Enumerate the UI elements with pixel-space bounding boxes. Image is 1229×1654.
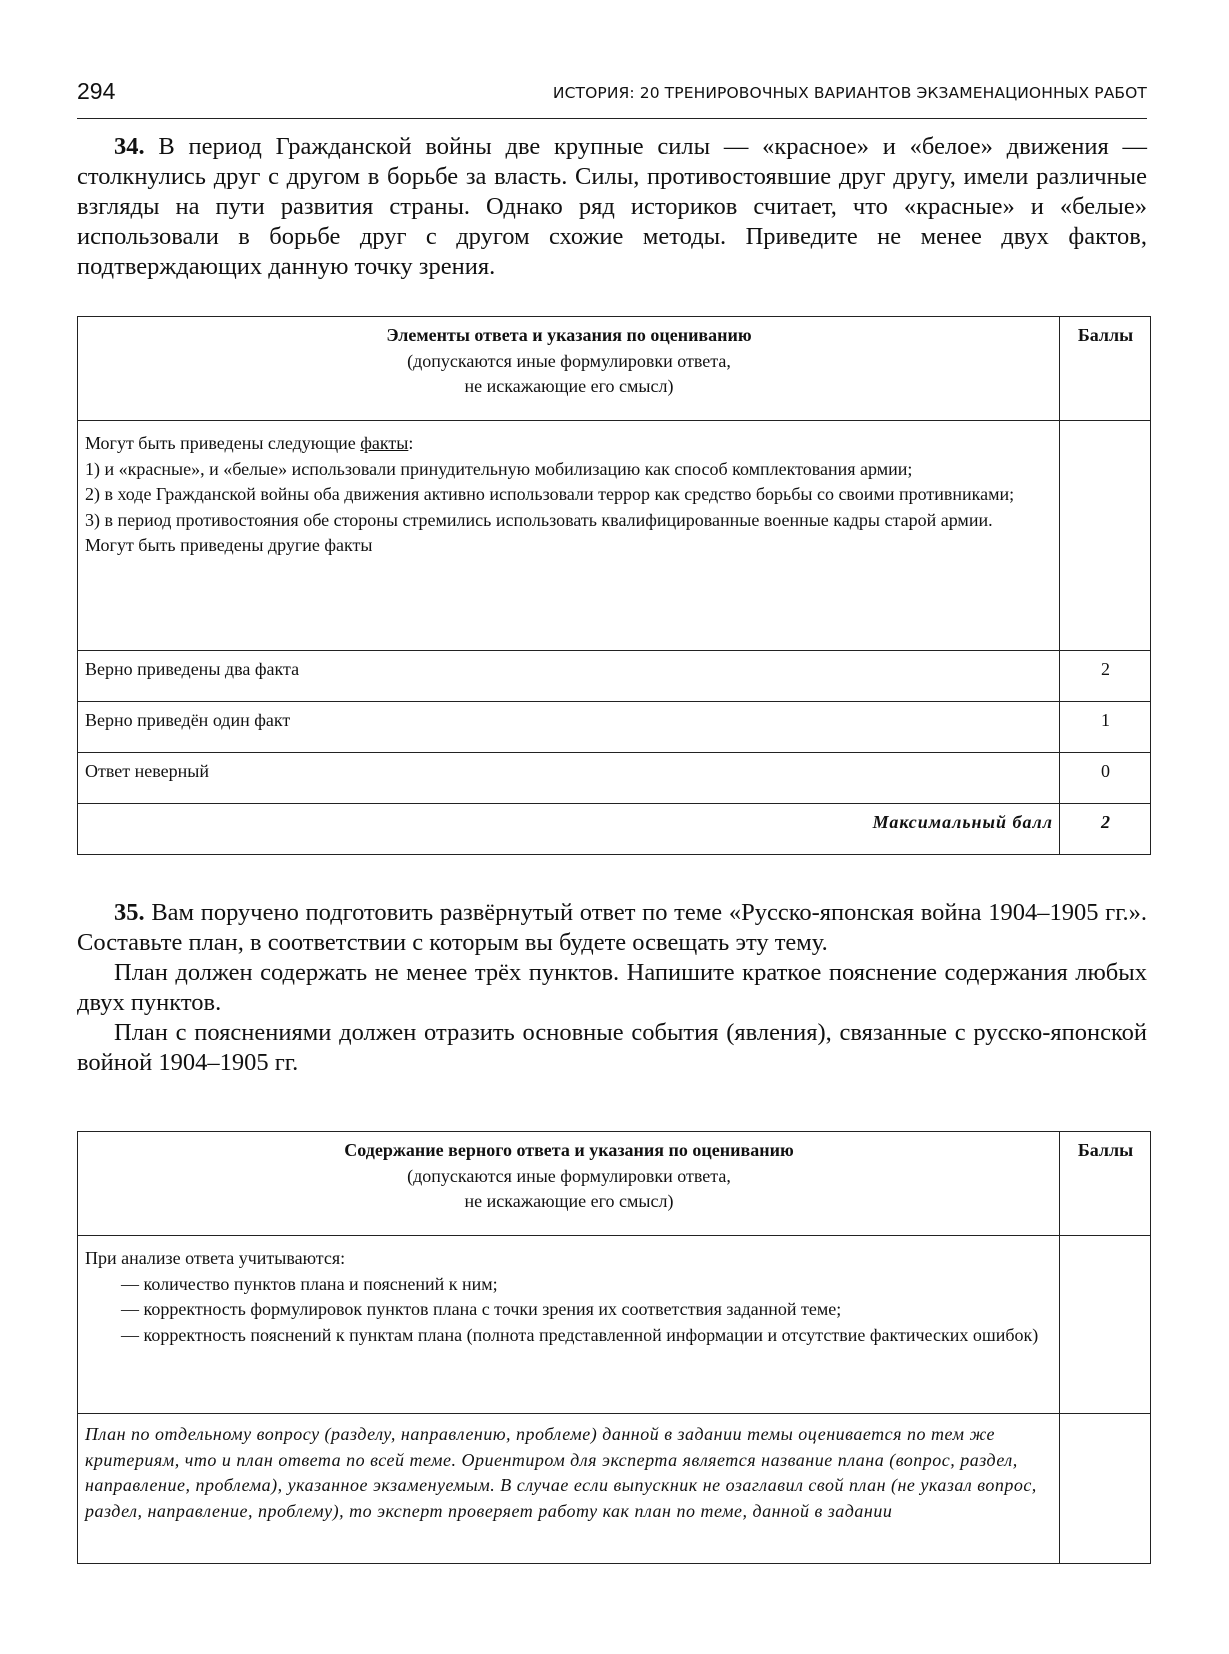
question-35-paragraph: План должен содержать не менее трёх пунктов. Напишите краткое пояснение содержания любых двух пунктов. [77,959,1147,1016]
criterion-label: Верно приведены два факта [78,651,1060,702]
facts-intro: Могут быть приведены следующие факты: [85,433,414,453]
max-score-points: 2 [1060,804,1151,855]
max-score-label: Максимальный балл [78,804,1060,855]
table-header-cell [78,317,1060,421]
table-header-note: (допускаются иные формулировки ответа, [407,350,731,371]
table-header-note: не искажающие его смысл) [464,376,674,396]
page-number: 294 [77,78,116,104]
question-34 [77,132,1147,282]
criterion-item: — корректность формулировок пунктов плана с точки зрения их соответствия заданной теме; [121,1299,842,1319]
table-row [78,753,1151,804]
question-34-text: В период Гражданской войны две крупные силы — «красное» и «белое» движения — столкнулись друг с другом в борьбе за власть. Силы, противостоявшие друг другу, имели различные взгляды на пути развития страны. Однако ряд историков считает, что «красные» и «белые» использовали в борьбе друг с другом схожие методы. Приведите не менее двух фактов, подтверждающих данную точку зрения. [77,133,1147,280]
criterion-item: — количество пунктов плана и пояснений к ним; [121,1273,498,1294]
table-row [78,702,1151,753]
points-header: Баллы [1060,317,1151,421]
question-35-number: 35. [114,899,145,926]
fact-1: 1) и «красные», и «белые» использовали принудительную мобилизацию как способ комплектования армии; [85,458,913,479]
page-header [77,78,1147,119]
question-34-scoring-table [77,316,1151,855]
answer-elements-cell [78,421,1060,651]
criterion-item: — корректность пояснений к пунктам плана (полнота представленной информации и отсутствие фактических ошибок) [121,1324,1039,1345]
criteria-intro: При анализе ответа учитываются: [85,1248,346,1268]
criterion-points: 0 [1060,753,1151,804]
points-empty-cell [1060,1236,1151,1414]
question-35-scoring-table [77,1131,1151,1564]
table-header-note: не искажающие его смысл) [464,1191,674,1211]
criterion-points: 2 [1060,651,1151,702]
criteria-cell [78,1236,1060,1414]
question-35-text: Вам поручено подготовить развёрнутый ответ по теме «Русско-японская война 1904–1905 гг.». Составьте план, в соответствии с которым вы будете освещать эту тему. [77,899,1147,956]
table-row [78,804,1151,855]
other-facts-note: Могут быть приведены другие факты [85,535,373,555]
question-35 [77,898,1147,1078]
points-header: Баллы [1060,1132,1151,1236]
table-header-title: Элементы ответа и указания по оцениванию [386,325,752,345]
plan-assessment-note: План по отдельному вопросу (разделу, направлению, проблеме) данной в задании темы оценивается по тем же критериям, что и план ответа по всей теме. Ориентиром для эксперта является название плана (вопрос, раздел, направление, проблема), указанное экзаменуемым. В случае если выпускник не озаглавил свой план (не указал вопрос, раздел, направление, проблему), то эксперт проверяет работу как план по теме, данной в задании [78,1414,1060,1564]
fact-2: 2) в ходе Гражданской войны оба движения активно использовали террор как средство борьбы со своими противниками; [85,484,1015,504]
question-35-paragraph: План с пояснениями должен отразить основные события (явления), связанные с русско-японской войной 1904–1905 гг. [77,1019,1147,1076]
table-header-title: Содержание верного ответа и указания по оцениванию [344,1140,794,1160]
criterion-label: Верно приведён один факт [78,702,1060,753]
question-34-number: 34. [114,133,145,160]
fact-3: 3) в период противостояния обе стороны стремились использовать квалифицированные военные кадры старой армии. [85,509,993,530]
points-empty-cell [1060,421,1151,651]
criterion-points: 1 [1060,702,1151,753]
points-empty-cell [1060,1414,1151,1564]
table-row [78,651,1151,702]
running-title: ИСТОРИЯ: 20 ТРЕНИРОВОЧНЫХ ВАРИАНТОВ ЭКЗАМЕНАЦИОННЫХ РАБОТ [552,84,1147,102]
table-header-note: (допускаются иные формулировки ответа, [407,1165,731,1186]
criterion-label: Ответ неверный [78,753,1060,804]
table-header-cell [78,1132,1060,1236]
